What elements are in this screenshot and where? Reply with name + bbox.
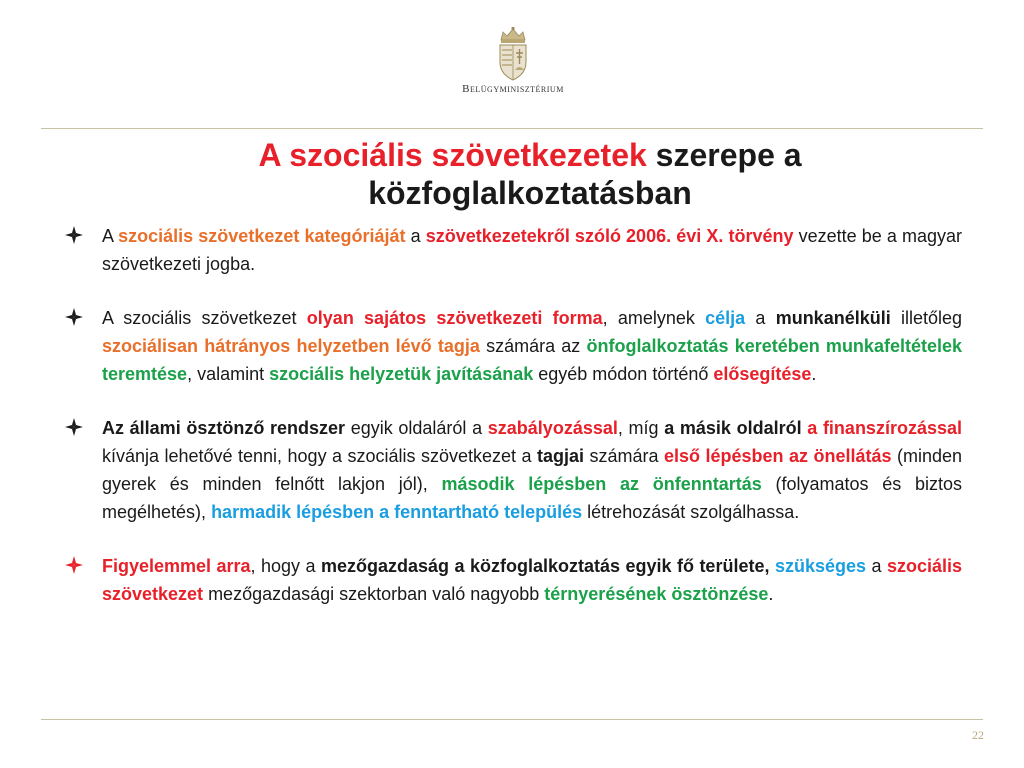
bullet-text-segment: .	[811, 364, 817, 384]
bullet-text-segment: a finanszírozással	[807, 418, 962, 438]
bullet-list	[64, 222, 962, 634]
bullet-text-segment: .	[768, 584, 774, 604]
bullet-text-segment: szükséges	[774, 556, 866, 576]
ministry-name: Belügyminisztérium	[462, 83, 564, 95]
bullet-text-segment: , amelynek	[602, 308, 706, 328]
bullet-text-segment: szociális szövetkezet	[102, 556, 962, 604]
slide-title	[150, 136, 910, 212]
bullet-text-segment: a	[866, 556, 887, 576]
bullet-text-segment: térnyerésének ösztönzése	[544, 584, 769, 604]
bullet-text-segment: a	[405, 226, 426, 246]
bullet-text-segment: célja	[705, 308, 746, 328]
bullet-text-segment: Az állami ösztönző rendszer	[102, 418, 346, 438]
title-highlight: A szociális szövetkezetek	[258, 137, 647, 173]
bullet-text-segment: harmadik lépésben a fenntartható település	[211, 502, 583, 522]
bullet-text-segment: egyéb módon történő	[533, 364, 714, 384]
bullet-text-segment: szociális szövetkezet kategóriáját	[118, 226, 406, 246]
footer-divider	[41, 719, 983, 720]
bullet-text-segment: szövetkezetekről szóló 2006. évi X. törvény	[425, 226, 794, 246]
bullet-text-segment: (folyamatos és biztos megélhetés),	[102, 474, 962, 522]
diamond-bullet-icon	[64, 307, 84, 327]
bullet-text-segment: , hogy a	[250, 556, 321, 576]
bullet-text-segment: elősegítése	[713, 364, 812, 384]
bullet-text-segment: mezőgazdasági szektorban való nagyobb	[203, 584, 545, 604]
bullet-text-segment: munkanélküli	[775, 308, 891, 328]
bullet-item	[64, 414, 962, 526]
bullet-text-segment: illetőleg	[890, 308, 962, 328]
bullet-text-segment: számára az	[479, 336, 587, 356]
bullet-item	[64, 304, 962, 388]
bullet-text-segment: egyik oldaláról a	[345, 418, 488, 438]
bullet-text-segment: szociálisan hátrányos helyzetben lévő tagja	[102, 336, 480, 356]
ministry-logo	[448, 26, 578, 106]
header-divider	[41, 128, 983, 129]
bullet-text-segment: első lépésben az önellátás	[664, 446, 892, 466]
bullet-item	[64, 552, 962, 608]
bullet-text-segment: önfoglalkoztatás keretében munkafeltételek teremtése	[102, 336, 962, 384]
diamond-bullet-icon	[64, 555, 84, 575]
bullet-text-segment: , míg	[617, 418, 665, 438]
bullet-item	[64, 222, 962, 278]
bullet-text-segment: létrehozását szolgálhassa.	[582, 502, 800, 522]
bullet-text-segment: Figyelemmel arra	[102, 556, 251, 576]
diamond-bullet-icon	[64, 417, 84, 437]
bullet-text-segment: mezőgazdaság a közfoglalkoztatás egyik fő területe,	[321, 556, 770, 576]
bullet-text-segment: szociális helyzetük javításának	[269, 364, 534, 384]
bullet-text-segment: számára	[584, 446, 664, 466]
bullet-text-segment: A szociális szövetkezet	[102, 308, 307, 328]
bullet-text-segment: , valamint	[187, 364, 270, 384]
title-line2: közfoglalkoztatásban	[368, 175, 692, 211]
bullet-text-segment: a	[745, 308, 776, 328]
bullet-text-segment: A	[102, 226, 119, 246]
bullet-text-segment: vezette be a magyar szövetkezeti jogba.	[102, 226, 963, 274]
coat-of-arms-icon	[493, 26, 533, 82]
page-number: 22	[972, 728, 984, 742]
bullet-text-segment: olyan sajátos szövetkezeti forma	[306, 308, 603, 328]
diamond-bullet-icon	[64, 225, 84, 245]
bullet-text-segment: tagjai	[537, 446, 585, 466]
bullet-text-segment: (minden gyerek és minden felnőtt lakjon jól),	[102, 446, 963, 494]
bullet-text-segment: a másik oldalról	[664, 418, 802, 438]
bullet-text-segment: kívánja lehetővé tenni, hogy a szociális szövetkezet a	[102, 446, 538, 466]
bullet-text-segment: második lépésben az önfenntartás	[441, 474, 762, 494]
bullet-text-segment: szabályozással	[487, 418, 618, 438]
title-rest: szerepe a	[646, 137, 802, 173]
